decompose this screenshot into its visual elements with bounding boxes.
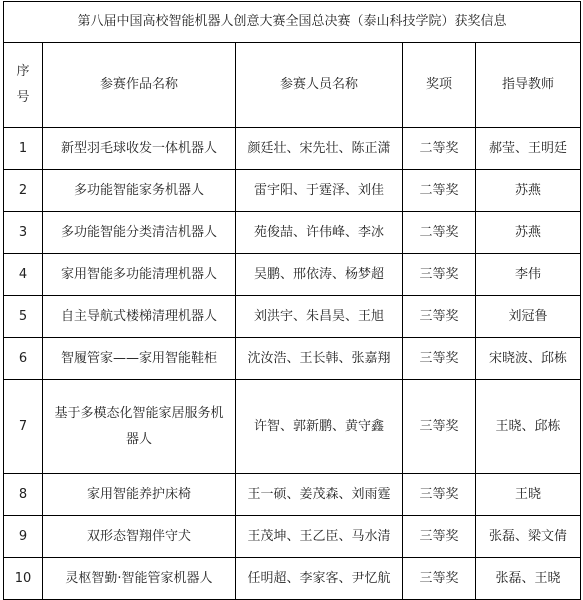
table-row: [4, 338, 581, 380]
header-advisor: 指导教师: [476, 43, 581, 128]
award-level: 三等奖: [403, 380, 476, 474]
header-index-line1: 序: [16, 64, 30, 79]
award-table: [3, 1, 581, 600]
member-names: 苑俊喆、许伟峰、李冰: [236, 212, 403, 254]
row-number: 9: [4, 516, 43, 558]
work-name: 家用智能多功能清理机器人: [43, 254, 236, 296]
award-level: 二等奖: [403, 170, 476, 212]
work-name: 双形态智翔伴守犬: [43, 516, 236, 558]
table-row: [4, 474, 581, 516]
advisor-names: 刘冠鲁: [476, 296, 581, 338]
work-name: 基于多模态化智能家居服务机器人: [43, 380, 236, 474]
table-row: [4, 558, 581, 600]
member-names: 颜廷壮、宋先壮、陈正潇: [236, 128, 403, 170]
award-level: 三等奖: [403, 296, 476, 338]
advisor-names: 王晓、邱栋: [476, 380, 581, 474]
table-row: [4, 128, 581, 170]
advisor-names: 苏燕: [476, 212, 581, 254]
award-level: 二等奖: [403, 128, 476, 170]
award-level: 三等奖: [403, 254, 476, 296]
row-number: 8: [4, 474, 43, 516]
table-row: [4, 212, 581, 254]
award-level: 三等奖: [403, 338, 476, 380]
work-name: 家用智能养护床椅: [43, 474, 236, 516]
member-names: 沈汝浩、王长韩、张嘉翔: [236, 338, 403, 380]
advisor-names: 王晓: [476, 474, 581, 516]
advisor-names: 李伟: [476, 254, 581, 296]
header-work: 参赛作品名称: [43, 43, 236, 128]
advisor-names: 张磊、王晓: [476, 558, 581, 600]
row-number: 3: [4, 212, 43, 254]
table-title: 第八届中国高校智能机器人创意大赛全国总决赛（泰山科技学院）获奖信息: [4, 2, 581, 43]
work-name: 多功能智能分类清洁机器人: [43, 212, 236, 254]
member-names: 雷宇阳、于霆泽、刘佳: [236, 170, 403, 212]
table-row: [4, 254, 581, 296]
row-number: 7: [4, 380, 43, 474]
award-level: 三等奖: [403, 516, 476, 558]
row-number: 10: [4, 558, 43, 600]
header-index: [4, 43, 43, 128]
member-names: 任明超、李家客、尹忆航: [236, 558, 403, 600]
member-names: 许智、郭新鹏、黄守鑫: [236, 380, 403, 474]
table-row: [4, 380, 581, 474]
table-row: [4, 170, 581, 212]
header-index-line2: 号: [16, 90, 30, 105]
work-name: 新型羽毛球收发一体机器人: [43, 128, 236, 170]
row-number: 2: [4, 170, 43, 212]
award-level: 三等奖: [403, 558, 476, 600]
advisor-names: 郝莹、王明廷: [476, 128, 581, 170]
advisor-names: 宋晓波、邱栋: [476, 338, 581, 380]
award-level: 二等奖: [403, 212, 476, 254]
header-award: 奖项: [403, 43, 476, 128]
work-name: 智履管家——家用智能鞋柜: [43, 338, 236, 380]
advisor-names: 苏燕: [476, 170, 581, 212]
row-number: 5: [4, 296, 43, 338]
member-names: 吴鹏、邢依涛、杨梦超: [236, 254, 403, 296]
work-name: 自主导航式楼梯清理机器人: [43, 296, 236, 338]
table-row: [4, 296, 581, 338]
table-row: [4, 516, 581, 558]
member-names: 王一硕、姜茂森、刘雨霆: [236, 474, 403, 516]
advisor-names: 张磊、梁文倩: [476, 516, 581, 558]
work-name: 多功能智能家务机器人: [43, 170, 236, 212]
award-level: 三等奖: [403, 474, 476, 516]
row-number: 6: [4, 338, 43, 380]
header-row: [4, 43, 581, 128]
work-name: 灵枢智勤·智能管家机器人: [43, 558, 236, 600]
row-number: 4: [4, 254, 43, 296]
header-members: 参赛人员名称: [236, 43, 403, 128]
row-number: 1: [4, 128, 43, 170]
member-names: 刘洪宇、朱昌昊、王旭: [236, 296, 403, 338]
member-names: 王茂坤、王乙臣、马水清: [236, 516, 403, 558]
